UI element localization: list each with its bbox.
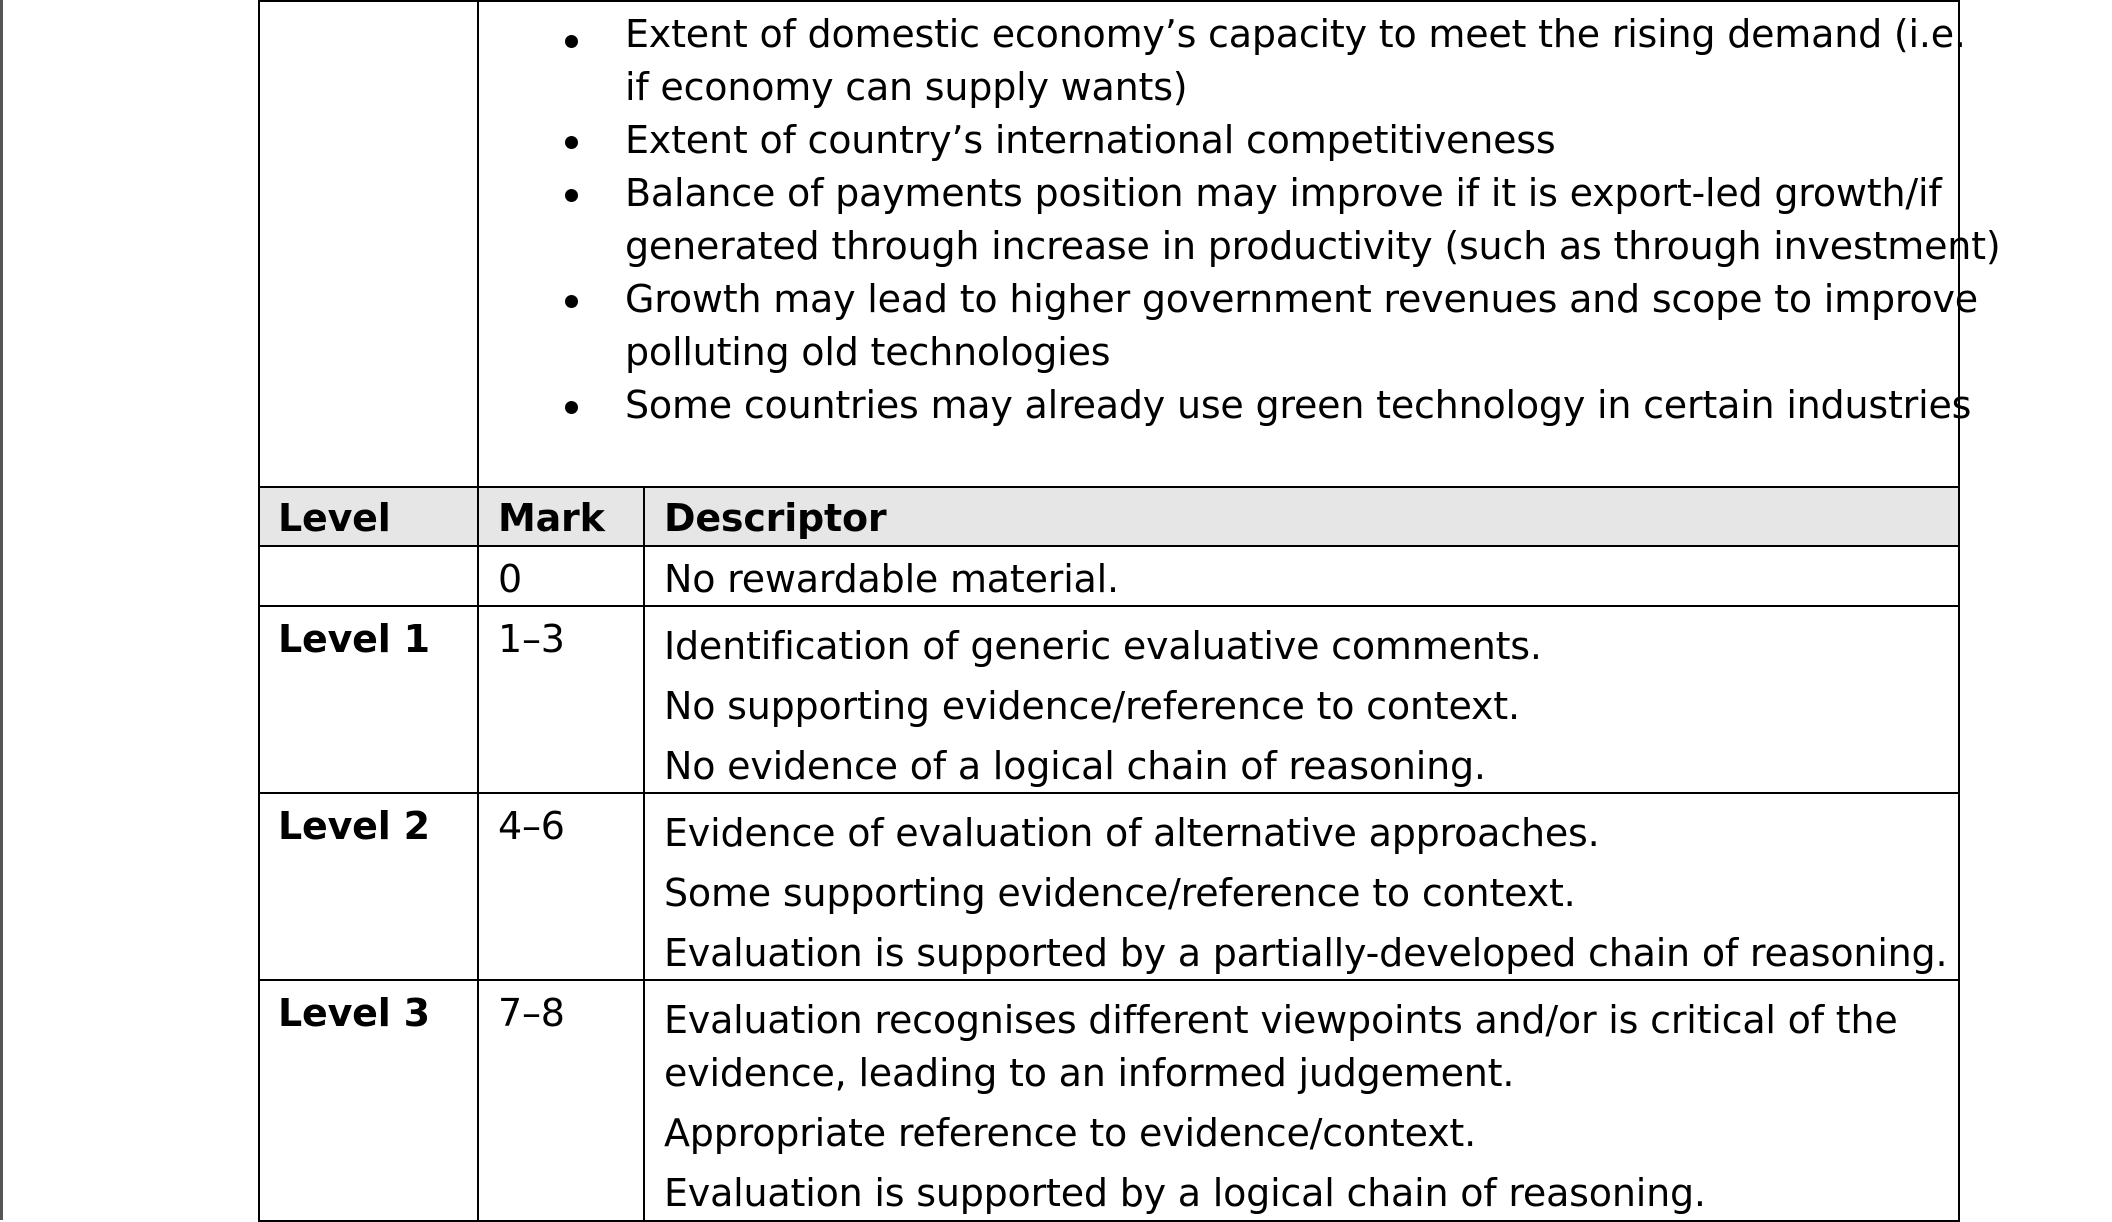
column-divider-level: [477, 0, 479, 1220]
bullet-dot: [565, 189, 578, 202]
row-level: Level 1: [278, 617, 430, 661]
row-descriptor-line: Appropriate reference to evidence/context.: [664, 1111, 1476, 1155]
row-descriptor-line: Evaluation is supported by a partially-developed chain of reasoning.: [664, 931, 1948, 975]
bullet-text: Growth may lead to higher government revenues and scope to improve: [625, 277, 1978, 321]
row-descriptor-line: No evidence of a logical chain of reasoning.: [664, 744, 1486, 788]
row-descriptor-line: Evaluation recognises different viewpoints and/or is critical of the: [664, 998, 1898, 1042]
bullet-dot: [565, 35, 578, 48]
bullet-dot: [565, 295, 578, 308]
row-descriptor-line: Identification of generic evaluative comments.: [664, 624, 1542, 668]
bullet-text: Extent of domestic economy’s capacity to meet the rising demand (i.e.: [625, 12, 1966, 56]
row-level: Level 2: [278, 804, 430, 848]
bullet-text: generated through increase in productivity (such as through investment): [625, 224, 2001, 268]
row-descriptor-line: evidence, leading to an informed judgement.: [664, 1051, 1515, 1095]
column-divider-mark: [643, 486, 645, 1220]
row-descriptor-line: No supporting evidence/reference to context.: [664, 684, 1520, 728]
row-mark: 1–3: [498, 617, 565, 661]
row-divider-header-top: [258, 486, 1960, 488]
header-mark: Mark: [498, 496, 605, 540]
row-level: Level 3: [278, 991, 430, 1035]
row-mark: 7–8: [498, 991, 565, 1035]
bullet-text: Balance of payments position may improve if it is export-led growth/if: [625, 171, 1942, 215]
row-descriptor-line: Evaluation is supported by a logical chain of reasoning.: [664, 1171, 1706, 1215]
bullet-text: Extent of country’s international competitiveness: [625, 118, 1556, 162]
row-divider-header-bottom: [258, 545, 1960, 547]
header-descriptor: Descriptor: [664, 496, 887, 540]
row-descriptor-line: Evidence of evaluation of alternative approaches.: [664, 811, 1600, 855]
bullet-dot: [565, 401, 578, 414]
bullet-text: polluting old technologies: [625, 330, 1111, 374]
row-mark: 0: [498, 557, 522, 601]
bullet-dot: [565, 136, 578, 149]
row-descriptor-line: Some supporting evidence/reference to context.: [664, 871, 1576, 915]
bullet-text: if economy can supply wants): [625, 65, 1188, 109]
header-level: Level: [278, 496, 391, 540]
row-descriptor-line: No rewardable material.: [664, 557, 1119, 601]
row-mark: 4–6: [498, 804, 565, 848]
bullet-text: Some countries may already use green technology in certain industries: [625, 383, 1972, 427]
